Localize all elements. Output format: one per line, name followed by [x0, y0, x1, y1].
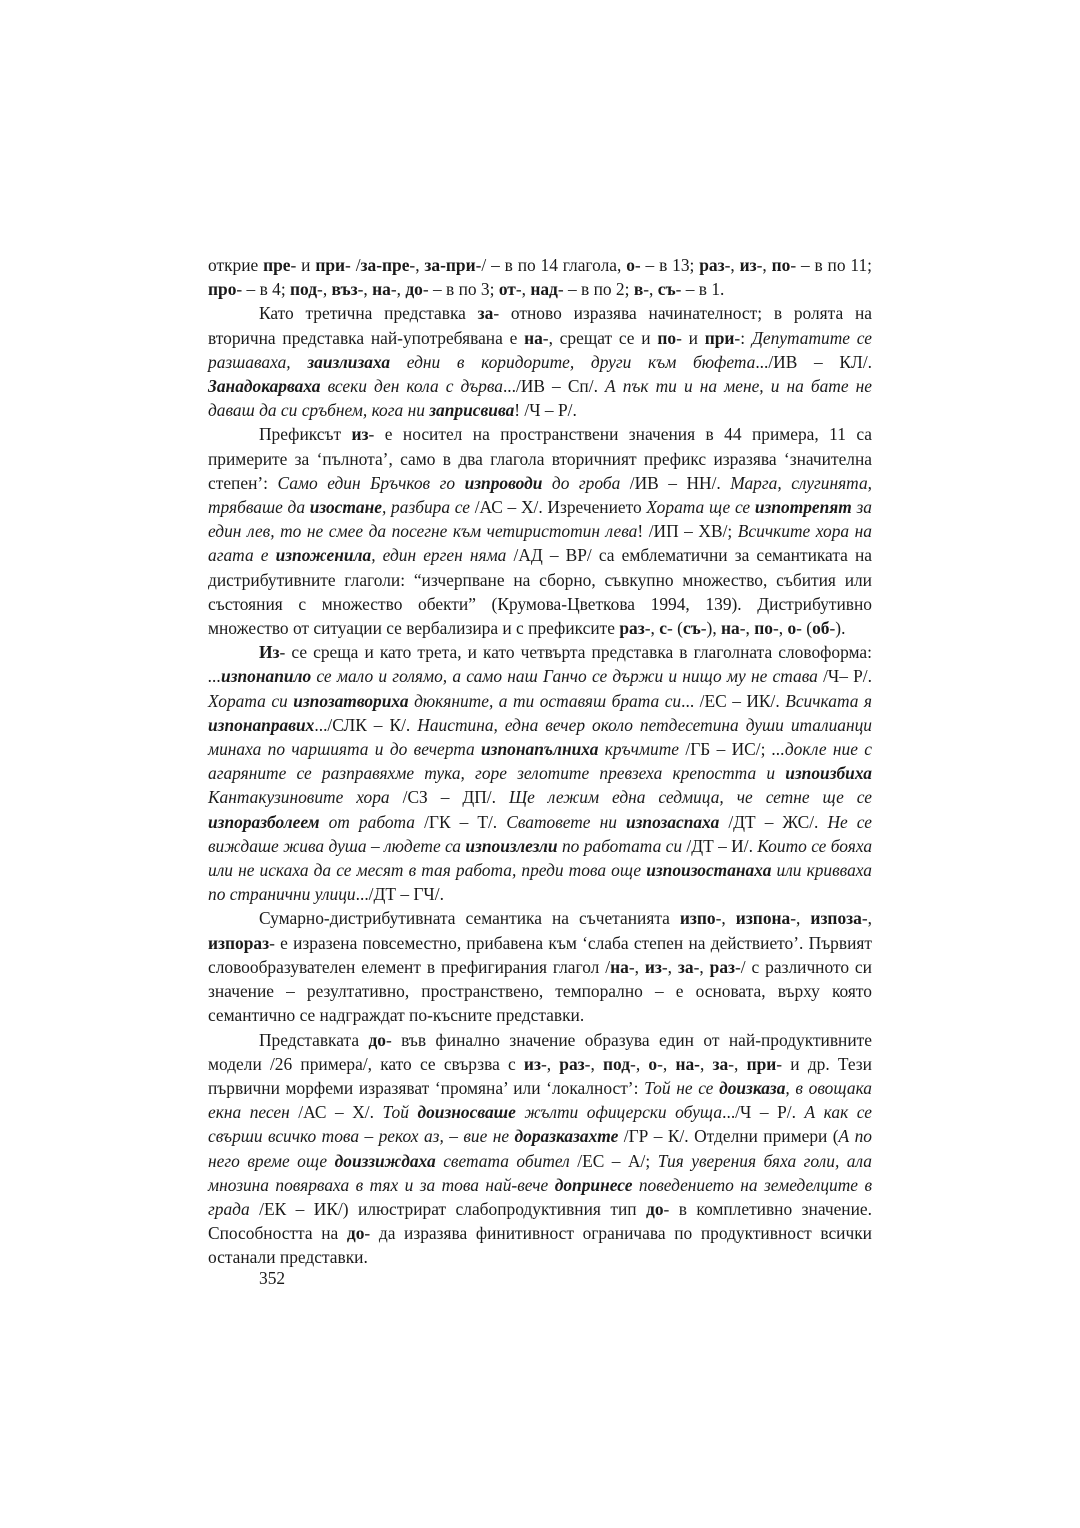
text-run: А по него време още [208, 1126, 872, 1171]
text-run: /ГК – Т/. [424, 811, 507, 832]
text-run: ! /Ч – Р/. [514, 400, 577, 421]
text-run: Тия уверения бяха голи, ала мнозина повярваха в тях и за това най-вече [208, 1150, 872, 1195]
text-run: -). [829, 618, 846, 639]
text-run: изпонапило [221, 666, 312, 687]
text-run: -, [643, 279, 658, 300]
text-run: открие [208, 255, 264, 275]
text-run: раз [559, 1053, 585, 1074]
text-run: -, [630, 1053, 649, 1074]
text-run: - ( [666, 618, 683, 639]
text-run: .../Ч – Р/. [722, 1102, 805, 1123]
text-run: - ( [796, 618, 813, 639]
text-run: Сватовете ни [506, 811, 626, 832]
text-run: /ИВ – НН/. [629, 472, 731, 493]
text-run: жълти офицерски обуща [515, 1102, 723, 1123]
text-run: о [648, 1053, 658, 1074]
text-run: - – в 13; [634, 255, 700, 275]
text-run: Хората си [208, 690, 294, 711]
text-run: -, [515, 279, 531, 300]
text-run: изпонапълниха [481, 739, 599, 760]
text-run: за [712, 1053, 729, 1074]
text-run: -, [409, 255, 425, 275]
text-run: -, срещат се и [542, 327, 658, 348]
text-run: - – в по 2; [557, 279, 634, 300]
paragraph-2 [208, 301, 872, 422]
text-run: - и [290, 255, 316, 275]
text-run: - се среща и като трета, и като четвърта представка в глаголната словоформа: [279, 642, 872, 663]
text-run: /Ч– Р/. [817, 666, 872, 687]
text-run: Като третична представка [259, 303, 478, 324]
text-run: Наистина, една вечер около петдесетина души италианци минаха по чаршията и до вечерта [208, 714, 872, 760]
text-run: -/ – в по 14 глагола, [475, 255, 627, 275]
text-run: из [739, 255, 757, 275]
text-run: /АД – ВР/ са емблематични за семантиката на дистрибутивните глаголи: “изчерпване на сборно, съвкупно множество, събития или състояния с множество обекти” (Крумова-Цветкова 1994, 139). Дистрибутивно множество от ситуации се вербализира и с префиксите [208, 545, 872, 639]
text-run: из [351, 424, 369, 445]
text-run: Всичката я [785, 690, 872, 711]
text-run: - да изразява финитивност ограничава по продуктивност всички останали представки. [208, 1223, 872, 1268]
text-run: в [633, 279, 644, 300]
text-run: .../ИВ – КЛ/. [755, 351, 872, 372]
text-run: - – в по 11; [790, 255, 872, 275]
text-run: всеки ден кола с дърва [320, 376, 503, 397]
text-run: по [754, 618, 773, 639]
text-run: -, [715, 908, 736, 929]
text-run: ... [208, 666, 222, 687]
text-run: изпона [735, 908, 791, 929]
text-run: изпозатвориха [293, 690, 409, 711]
text-run: съ [657, 279, 676, 300]
text-run: за-при [424, 255, 476, 275]
text-run: от работа [319, 811, 425, 832]
text-run: о [626, 255, 635, 275]
text-run: -, [584, 1053, 604, 1074]
text-run: изпотрепят [754, 497, 852, 518]
text-run: доиззиждаха [334, 1150, 436, 1171]
text-run: Които се бояха или не искаха да се месят в тая работа, преди това още [208, 835, 873, 881]
text-run: раз [709, 956, 736, 977]
text-run: изпо [679, 908, 716, 929]
text-run: -, [317, 279, 332, 300]
text-run: изпораз [208, 932, 270, 953]
text-run: -, [661, 956, 678, 977]
text-run: по [657, 327, 677, 348]
text-run: заприсвива [429, 400, 515, 421]
text-run: /АС – Х/. [298, 1102, 383, 1123]
text-run: - в комплетивно значение. Способността на [208, 1198, 872, 1244]
text-run: за един лев, то не смее да посегне към четиристотин лева [208, 497, 873, 542]
text-run: , разбира се [382, 497, 475, 518]
text-run: или кривваха по странични улици [208, 860, 872, 905]
text-run: , [699, 1053, 713, 1074]
text-run: над [530, 279, 558, 300]
text-run: кръчмите [598, 739, 686, 760]
text-run: -/ с различното си значение – резултативно, пространствено, темпорално – е основата, върху която семантично се надграждат по-късните представки. [208, 956, 872, 1026]
text-run: до гроба [542, 472, 630, 493]
text-run: -, [357, 279, 373, 300]
text-run: -, [756, 255, 772, 275]
paragraph-6 [208, 1028, 872, 1270]
text-run: при [315, 255, 346, 275]
text-run: - / [345, 255, 361, 275]
text-run: /ДТ – И/. [686, 835, 758, 856]
paragraph-3 [208, 422, 872, 640]
paragraph-5 [208, 906, 872, 1027]
text-run: дюкяните, а ти оставяш брата си [408, 690, 682, 711]
text-run: на- [675, 1053, 700, 1074]
text-run: Само един Бръчков го [277, 472, 465, 493]
text-run: - – в 1. [675, 279, 725, 300]
text-run: -, [540, 1053, 560, 1074]
text-run: - и др. Тези първични морфеми изразяват ‘промяна’ или ‘локалност’: [208, 1053, 872, 1098]
text-run: изпоизлезли [465, 835, 558, 856]
text-run: пре [263, 255, 291, 275]
text-run: на [372, 279, 391, 300]
text-run: Не се виждаше жива душа – людете са [208, 811, 872, 856]
paragraph-4 [208, 640, 872, 906]
text-run: /АС – Х/. Изречението [474, 497, 647, 518]
text-run: доизносваше [417, 1102, 516, 1123]
text-run: на [610, 956, 629, 977]
text-run: до [405, 279, 423, 300]
text-run: /ГБ – ИС/; [685, 739, 772, 760]
text-run: Префиксът [259, 424, 352, 445]
text-run: -, [790, 908, 811, 929]
text-run: -, [628, 956, 645, 977]
text-run: под [290, 279, 318, 300]
text-run: раз [619, 618, 645, 639]
text-run: -, [724, 255, 740, 275]
text-run: допринесе [554, 1174, 633, 1195]
text-run: на [524, 327, 543, 348]
text-run: - във финално значение образува един от най-продуктивните модели /26 примера/, като се свързва с [208, 1029, 872, 1074]
text-run: поведението на земеделците в града [208, 1174, 872, 1219]
text-run: при [704, 327, 735, 348]
text-run: съ [682, 618, 701, 639]
text-run: ! /ИП – ХВ/; [637, 521, 738, 542]
text-run: .../ИВ – Сп/. [502, 376, 605, 397]
text-run: се мало и голямо, а само наш Ганчо се държи и нищо му не става [311, 666, 818, 687]
text-run: изпозаспаха [625, 811, 720, 832]
text-run: при [746, 1053, 777, 1074]
text-run: изпоизбиха [785, 763, 872, 784]
body-text [208, 253, 872, 1270]
text-run: А пък ти и на мене, и на бате не даваш да си сръбнем, кога ни [208, 376, 873, 421]
text-run: -, [390, 279, 406, 300]
text-run: .../СЛК – К/. [314, 714, 418, 735]
text-run: про [208, 279, 237, 300]
text-run: за [477, 303, 494, 324]
text-run: /ДТ – ЖС/. [719, 811, 828, 832]
text-run: -: [734, 327, 752, 348]
text-run: Депутатите се разшаваха, [208, 327, 872, 372]
text-run: изпоза [810, 908, 862, 929]
text-run: о [787, 618, 797, 639]
text-run: Той не се [644, 1077, 720, 1098]
text-run: /СЗ – ДП/. [402, 787, 509, 808]
text-run: с [659, 618, 667, 639]
text-run: Всичките хора на агата е [208, 521, 872, 566]
text-run: -, [861, 908, 872, 929]
text-run: изпоизостанаха [646, 860, 772, 881]
text-run: за [677, 956, 694, 977]
text-run: - е изразена повсеместно, прибавена към ‘слаба степен на действието’. Първият словообразувателен елемент в префигирания глагол / [208, 932, 872, 977]
text-run: до [368, 1029, 386, 1050]
text-run: /ГР – К/. Отделни примери ( [618, 1126, 839, 1147]
text-run: доразказахте [514, 1126, 619, 1147]
text-run: , в овощака екна песен [208, 1077, 872, 1123]
text-run: -, [739, 618, 755, 639]
text-run: , един ерген няма [371, 545, 514, 566]
text-run: /ЕК – ИК/) илюстрират слабопродуктивния тип [259, 1198, 647, 1219]
text-run: под [603, 1053, 631, 1074]
text-run: -, [772, 618, 788, 639]
text-run: светата обител [435, 1150, 578, 1171]
text-run: .../ДТ – ГЧ/. [355, 884, 444, 905]
text-run: - – в по 3; [422, 279, 499, 300]
text-run: - е носител на пространствени значения в 44 примера, 11 са примерите за ‘пълнота’, само в два глагола вторичният префикс изразява ‘значителна степен’: [208, 424, 872, 493]
text-run: изпоразболеем [208, 811, 320, 832]
text-run: - – в 4; [236, 279, 291, 300]
text-run: - отново изразява начинателност; в ролята на вторична представка най-употребявана е [208, 303, 873, 348]
text-run: ... /ЕС – ИК/. [681, 690, 786, 711]
text-run: на [721, 618, 740, 639]
text-run: Из [259, 642, 280, 663]
text-run: изпонаправих [208, 714, 315, 735]
text-run: Представката [259, 1029, 369, 1050]
text-run: Занадокарваха [208, 376, 321, 397]
text-run: до [346, 1223, 365, 1244]
text-run: из [523, 1053, 541, 1074]
text-run: въз [331, 279, 358, 300]
text-run: Сумарно-дистрибутивната семантика на съчетанията [259, 908, 680, 929]
text-run: -, [644, 618, 660, 639]
paragraph-1 [208, 253, 872, 301]
text-run: раз [699, 255, 725, 275]
text-run: до [646, 1198, 664, 1219]
text-run: по [771, 255, 791, 275]
text-run: изпроводи [464, 472, 543, 493]
text-run: -), [700, 618, 722, 639]
text-run: /ЕС – А/; [577, 1150, 658, 1171]
text-run: Той [382, 1102, 418, 1123]
text-run: Марга, слугинята, трябваше да [208, 472, 873, 518]
text-run: от [498, 279, 516, 300]
text-run: доизказа [719, 1077, 786, 1098]
text-run: ...докле ние с агаряните се разправяхме тука, горе зелотите превзеха крепостта и [208, 739, 873, 784]
text-run: за-пре [360, 255, 410, 275]
text-run: -, [728, 1053, 747, 1074]
text-run: об [812, 618, 830, 639]
text-run: Хората ще се [646, 497, 755, 518]
text-run: из [644, 956, 662, 977]
text-run: Кантакузиновите хора [208, 787, 403, 808]
text-run: изпожeнила [275, 545, 372, 566]
text-run: -, [693, 956, 710, 977]
text-run: по работата си [557, 835, 687, 856]
text-run: заизлизаха [307, 351, 391, 372]
page-number: 352 [259, 1268, 286, 1288]
text-run: - и [676, 327, 705, 348]
text-run: едни в коридорите, други към бюфета [390, 351, 756, 372]
text-run: -, [657, 1053, 676, 1074]
text-run: изостане [309, 497, 382, 518]
text-run: Ще лежим една седмица, че сетне ще се [508, 787, 873, 808]
text-run: А как се свърши всичко това – рекох аз, – вие не [208, 1102, 872, 1147]
